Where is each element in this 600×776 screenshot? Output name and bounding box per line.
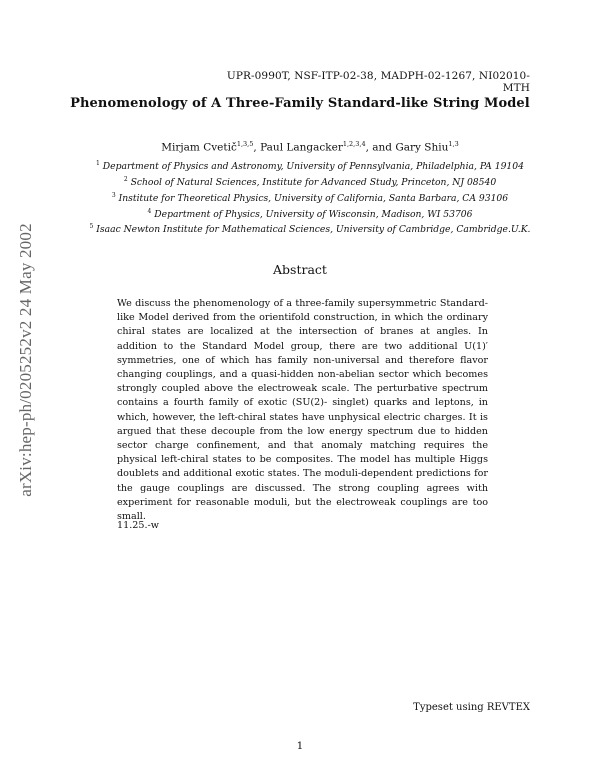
author-name: Gary Shiu — [395, 141, 449, 154]
affiliation-text: Isaac Newton Institute for Mathematical Sciences, University of Cambridge, Cambridge.U.K. — [96, 224, 531, 236]
affiliation-text: School of Natural Sciences, Institute for Advanced Study, Princeton, NJ 08540 — [130, 177, 497, 189]
affiliation-number: 2 — [123, 176, 128, 183]
affiliation-number: 3 — [111, 192, 116, 199]
author-separator: , and — [365, 141, 396, 154]
author-name: Paul Langacker — [260, 141, 343, 154]
author-affiliation-marks: 1,2,3,4 — [342, 140, 366, 148]
paper-title: Phenomenology of A Three-Family Standard-like String Model — [70, 96, 530, 111]
affiliation — [30, 206, 590, 221]
affiliation — [30, 174, 590, 189]
abstract-body: We discuss the phenomenology of a three-family supersymmetric Standard-like Model derived from the orientifold construction, in which the ordinary chiral states are localized at the intersection of branes at angles. In addition to the Standard Model group, there are two additional U(1)′ symmetries, one of which has family non-universal and therefore flavor changing couplings, and a quasi-hidden non-abelian sector which becomes strongly coupled above the electroweak scale. The perturbative spectrum contains a fourth family of exotic (SU(2)- singlet) quarks and leptons, in which, however, the left-chiral states have unphysical electric charges. It is argued that these decouple from the low energy spectrum due to hidden sector charge confinement, and that anomaly matching requires the physical left-chiral states to be composites. The model has multiple Higgs doublets and additional exotic states. The moduli-dependent predictions for the gauge couplings are discussed. The strong coupling agrees with experiment for reasonable moduli, but the electroweak couplings are too small. — [117, 298, 488, 523]
affiliation — [30, 221, 590, 236]
typeset-note: Typeset using REVTEX — [413, 702, 530, 713]
page-number: 1 — [296, 740, 304, 752]
affiliation — [30, 190, 590, 205]
affiliation-number: 4 — [147, 208, 152, 215]
affiliation-text: Department of Physics and Astronomy, University of Pennsylvania, Philadelphia, PA 19104 — [102, 161, 524, 173]
pacs-code: 11.25.-w — [117, 520, 159, 531]
report-numbers: UPR-0990T, NSF-ITP-02-38, MADPH-02-1267, NI02010-MTH — [226, 70, 530, 94]
arxiv-stamp-text: arXiv:hep-ph/0205252v2 24 May 2002 — [16, 223, 35, 497]
author-list — [60, 140, 560, 154]
affiliation — [30, 158, 590, 173]
author-separator: , — [253, 141, 261, 154]
affiliation-number: 5 — [89, 223, 94, 230]
affiliation-number: 1 — [96, 160, 100, 167]
author-affiliation-marks: 1,3 — [448, 140, 459, 148]
affiliation-text: Institute for Theoretical Physics, University of California, Santa Barbara, CA 93106 — [118, 193, 509, 205]
affiliation-text: Department of Physics, University of Wisconsin, Madison, WI 53706 — [154, 209, 473, 221]
abstract-heading: Abstract — [273, 262, 327, 277]
author-affiliation-marks: 1,3,5 — [236, 140, 254, 148]
author-name: Mirjam Cvetič — [161, 141, 237, 154]
